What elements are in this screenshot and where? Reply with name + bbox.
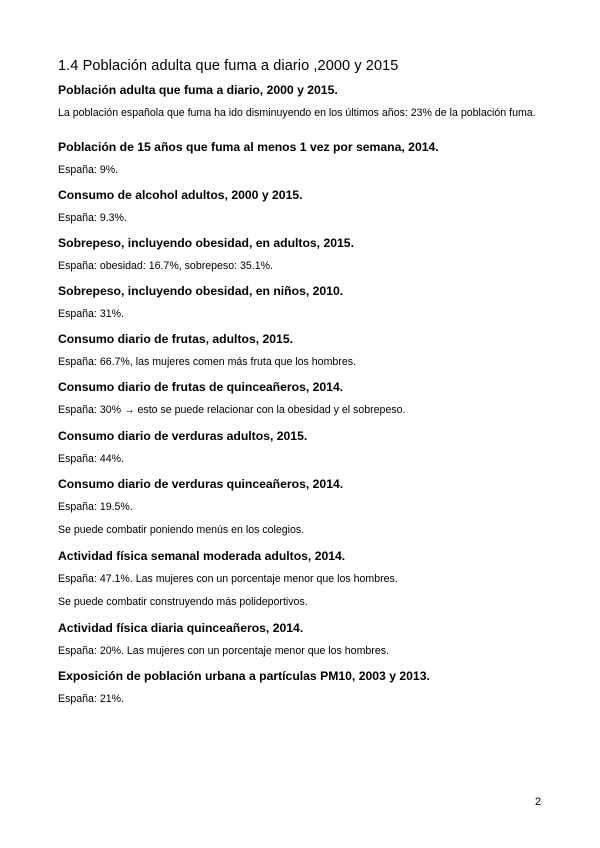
- item-heading: Exposición de población urbana a partículas PM10, 2003 y 2013.: [58, 669, 430, 683]
- item-activity-adults: [58, 548, 548, 609]
- item-text: Se puede combatir poniendo menús en los colegios.: [58, 524, 305, 536]
- item-text: España: 19.5%.: [58, 501, 133, 513]
- item-vegetables-teens: [58, 476, 548, 537]
- item-heading: Sobrepeso, incluyendo obesidad, en niños, 2010.: [58, 284, 344, 298]
- item-text: La población española que fuma ha ido disminuyendo en los últimos años: 23% de la población fuma.: [58, 107, 536, 119]
- item-text: España: obesidad: 16.7%, sobrepeso: 35.1%.: [58, 260, 273, 272]
- item-alcohol-adults: [58, 187, 548, 225]
- item-text: Se puede combatir construyendo más polideportivos.: [58, 596, 308, 608]
- item-smoking-teens: [58, 139, 548, 177]
- item-overweight-children: [58, 283, 548, 321]
- item-text: España: 20%. Las mujeres con un porcentaje menor que los hombres.: [58, 645, 389, 657]
- item-text: España: 21%.: [58, 693, 124, 705]
- item-vegetables-adults: [58, 428, 548, 466]
- item-pm10-exposure: [58, 668, 548, 706]
- item-heading: Consumo diario de verduras quinceañeros, 2014.: [58, 477, 344, 491]
- item-smoking-adults: [58, 82, 548, 120]
- item-activity-teens: [58, 620, 548, 658]
- item-text: España: 47.1%. Las mujeres con un porcentaje menor que los hombres.: [58, 573, 398, 585]
- item-heading: Actividad física diaria quinceañeros, 2014.: [58, 621, 304, 635]
- item-fruit-adults: [58, 331, 548, 369]
- item-overweight-adults: [58, 235, 548, 273]
- item-fruit-teens: [58, 379, 548, 417]
- item-heading: Población de 15 años que fuma al menos 1 vez por semana, 2014.: [58, 140, 439, 154]
- item-heading: Actividad física semanal moderada adultos, 2014.: [58, 549, 346, 563]
- item-text: España: 30% → esto se puede relacionar con la obesidad y el sobrepeso.: [58, 404, 406, 416]
- item-text: España: 9.3%.: [58, 212, 127, 224]
- item-heading: Consumo diario de frutas de quinceañeros, 2014.: [58, 380, 344, 394]
- section-title: 1.4 Población adulta que fuma a diario ,2000 y 2015: [58, 58, 399, 74]
- item-heading: Consumo de alcohol adultos, 2000 y 2015.: [58, 188, 303, 202]
- item-heading: Sobrepeso, incluyendo obesidad, en adultos, 2015.: [58, 236, 354, 250]
- page-number: 2: [535, 796, 542, 808]
- item-text: España: 31%.: [58, 308, 124, 320]
- item-text: España: 44%.: [58, 453, 124, 465]
- item-heading: Población adulta que fuma a diario, 2000 y 2015.: [58, 83, 338, 97]
- item-heading: Consumo diario de verduras adultos, 2015.: [58, 429, 308, 443]
- item-text: España: 66.7%, las mujeres comen más fruta que los hombres.: [58, 356, 356, 368]
- item-heading: Consumo diario de frutas, adultos, 2015.: [58, 332, 293, 346]
- item-text: España: 9%.: [58, 164, 119, 176]
